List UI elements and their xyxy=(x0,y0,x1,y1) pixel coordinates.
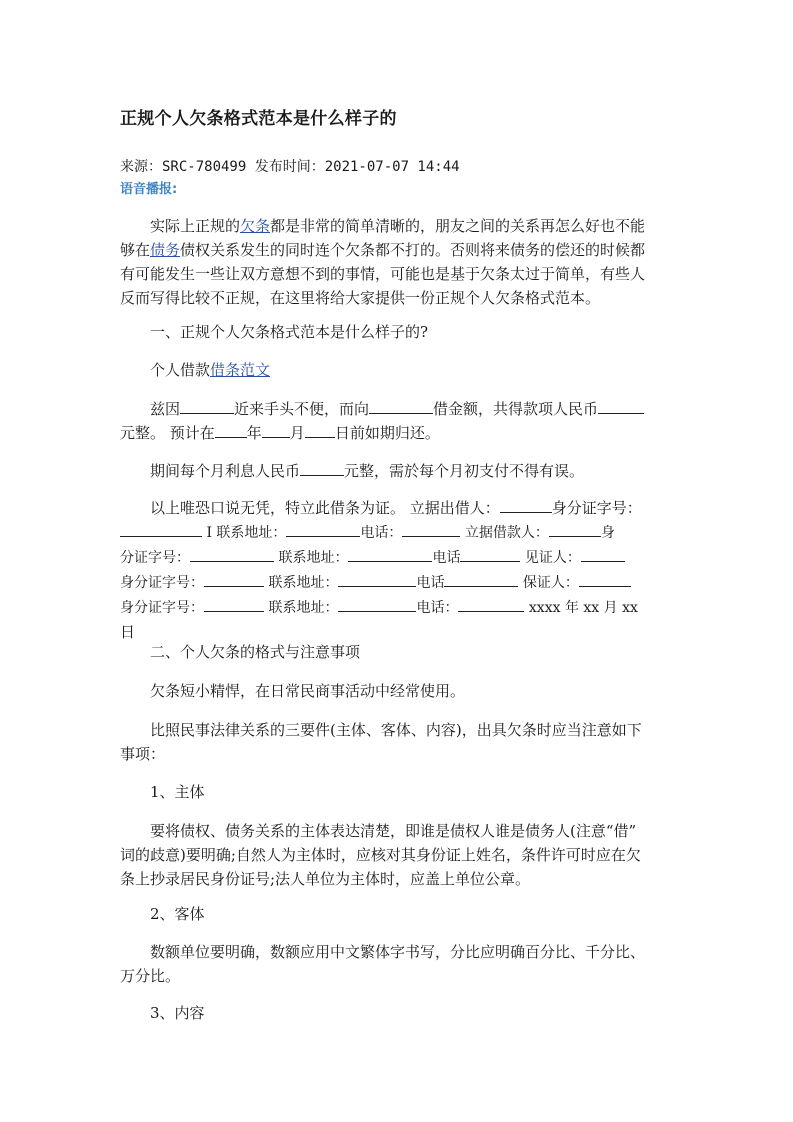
section2-paragraph-1: 欠条短小精悍，在日常民商事活动中经常使用。 xyxy=(150,682,466,700)
loan-body-3: 以上唯恐口说无凭，特立此借条为证。 立据出借人： 身分证字号： I 联系地址： 电话： 立据借款人： 身 分证字号： 联系地址： 电话 见证人： 身分证字号： 联系地址： 电话 保证人： 身分证字号： 联系地址： 电话： xxxx 年 xx 月 xx 日 xyxy=(120,496,675,644)
link-loan-template[interactable]: 借条范文 xyxy=(210,361,271,379)
voice-broadcast-label[interactable]: 语音播报: xyxy=(120,182,178,197)
sample-title: 个人借款借条范文 xyxy=(150,361,271,379)
subheading-object: 2、客体 xyxy=(150,905,205,923)
source-meta: 来源：SRC-780499 发布时间：2021-07-07 14:44 xyxy=(120,159,460,175)
link-iou[interactable]: 欠条 xyxy=(240,217,271,235)
section2-heading: 二、个人欠条的格式与注意事项 xyxy=(150,643,361,661)
section1-heading: 一、正规个人欠条格式范本是什么样子的? xyxy=(150,323,429,341)
subheading-subject: 1、主体 xyxy=(150,783,205,801)
loan-body-2: 期间每个月利息人民币 元整，需於每个月初支付不得有误。 xyxy=(120,459,675,483)
object-paragraph: 数额单位要明确，数额应用中文繁体字书写，分比应明确百分比、千分比、 万分比。 xyxy=(120,943,646,985)
link-debt[interactable]: 债务 xyxy=(150,241,181,259)
subheading-content: 3、内容 xyxy=(150,1004,205,1022)
intro-paragraph: 实际上正规的欠条都是非常的简单清晰的，朋友之间的关系再怎么好也不能 够在债务债权关系发生的同时连个欠条都不打的。否则将来债务的偿还的时候都 有可能发生一些让双方意想不到的事情，可能也是基于欠条太过于简单，有些人 反而写得比较不正规，在这里将给大家提供一份正规个人欠条格式范本。 xyxy=(120,217,646,307)
loan-body-1: 兹因 近来手头不便，而向 借金额，共得款项人民币 元整。 预计在 年 月 日前如期归还。 xyxy=(120,397,675,445)
page-title: 正规个人欠条格式范本是什么样子的 xyxy=(120,109,397,129)
subject-paragraph: 要将债权、债务关系的主体表达清楚，即谁是债权人谁是债务人(注意“借” 词的歧意)要明确;自然人为主体时，应核对其身份证上姓名，条件许可时应在欠 条上抄录居民身份证号;法人单位为主体时，应盖上单位公章。 xyxy=(120,822,641,888)
section2-paragraph-2: 比照民事法律关系的三要件(主体、客体、内容)，出具欠条时应当注意如下 事项： xyxy=(120,721,642,763)
